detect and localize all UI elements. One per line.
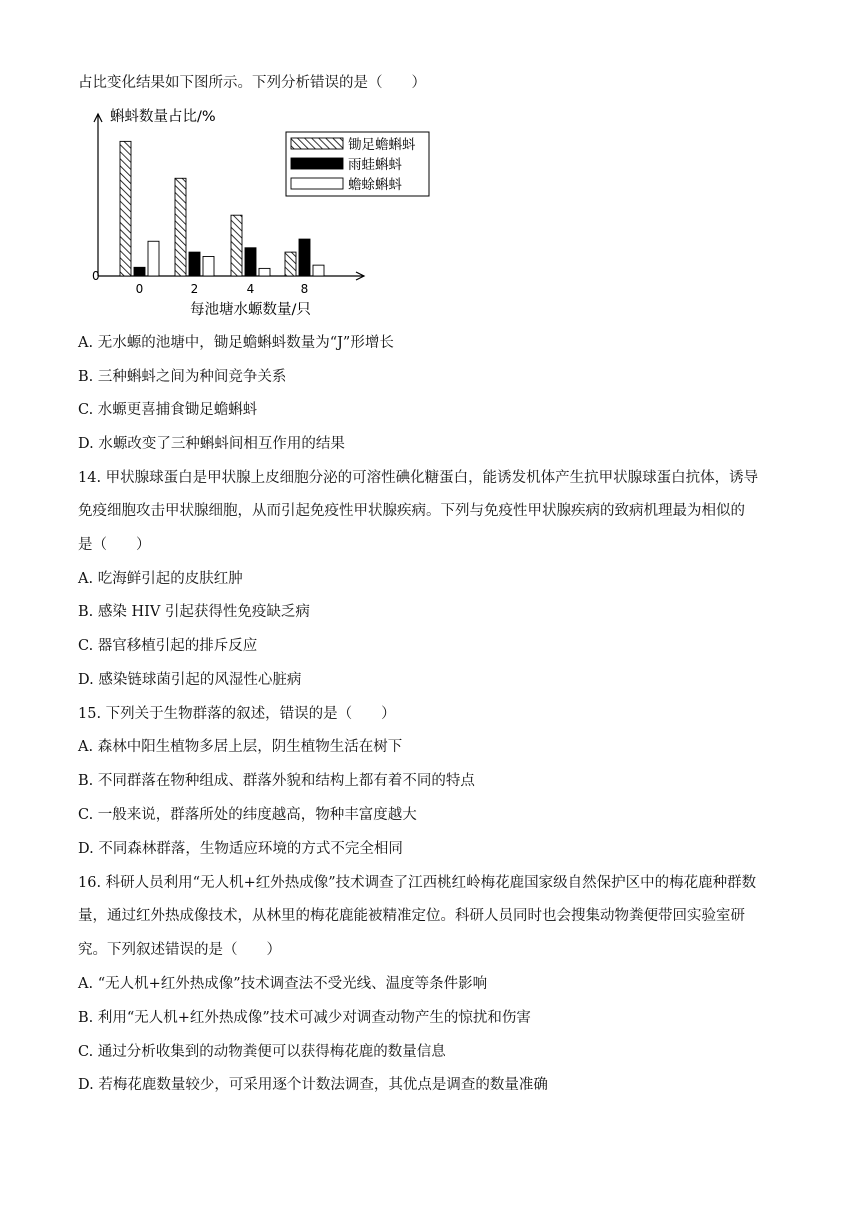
bar-1-cat-8 [285, 252, 296, 276]
legend-label-1: 锄足蟾蝌蚪 [348, 137, 416, 153]
q16-option-c: C. 通过分析收集到的动物粪便可以获得梅花鹿的数量信息 [78, 1044, 446, 1060]
legend-swatch-1 [291, 138, 343, 149]
bar-3-cat-4 [259, 268, 270, 276]
bar-3-cat-8 [313, 265, 324, 276]
legend-swatch-2 [291, 158, 343, 169]
bar-2-cat-0 [134, 267, 145, 276]
bar-2-cat-8 [299, 239, 310, 276]
y-axis-label: 蝌蚪数量占比/% [110, 109, 216, 125]
q13-option-c: C. 水螈更喜捕食锄足蟾蝌蚪 [78, 402, 258, 418]
q14-stem-line-3: 是（ ） [78, 537, 151, 553]
x-tick-label: 4 [246, 282, 255, 296]
q16-stem-line-3: 究。下列叙述错误的是（ ） [78, 942, 281, 958]
q14-stem-line-1: 14. 甲状腺球蛋白是甲状腺上皮细胞分泌的可溶性碘化糖蛋白，能诱发机体产生抗甲状腺球蛋白抗体，诱导 [78, 470, 759, 486]
q16-stem-line-2: 量，通过红外热成像技术，从林里的梅花鹿能被精准定位。科研人员同时也会搜集动物粪便带回实验室研 [78, 908, 745, 924]
q16-option-b: B. 利用“无人机+红外热成像”技术可减少对调查动物产生的惊扰和伤害 [78, 1010, 531, 1026]
bar-2-cat-4 [245, 248, 256, 276]
q14-option-d: D. 感染链球菌引起的风湿性心脏病 [78, 672, 302, 688]
q13-option-b: B. 三种蝌蚪之间为种间竞争关系 [78, 369, 287, 385]
bar-1-cat-0 [120, 141, 131, 276]
bar-1-cat-4 [231, 215, 242, 276]
bar-1-cat-2 [175, 178, 186, 276]
q15-stem: 15. 下列关于生物群落的叙述，错误的是（ ） [78, 706, 396, 722]
x-tick-label: 8 [300, 282, 309, 296]
q14-option-a: A. 吃海鲜引起的皮肤红肿 [78, 571, 243, 587]
q16-option-a: A. “无人机+红外热成像”技术调查法不受光线、温度等条件影响 [78, 976, 488, 992]
bar-3-cat-2 [203, 256, 214, 276]
q16-option-d: D. 若梅花鹿数量较少，可采用逐个计数法调查，其优点是调查的数量准确 [78, 1077, 548, 1093]
q14-stem-line-2: 免疫细胞攻击甲状腺细胞，从而引起免疫性甲状腺疾病。下列与免疫性甲状腺疾病的致病机理最为相似的 [78, 503, 745, 519]
q16-stem-line-1: 16. 科研人员利用“无人机+红外热成像”技术调查了江西桃红岭梅花鹿国家级自然保护区中的梅花鹿种群数 [78, 875, 757, 891]
q13-option-d: D. 水螈改变了三种蝌蚪间相互作用的结果 [78, 436, 345, 452]
q14-option-b: B. 感染 HIV 引起获得性免疫缺乏病 [78, 604, 310, 620]
legend-label-2: 雨蛙蝌蚪 [348, 157, 402, 173]
legend-label-3: 蟾蜍蝌蚪 [348, 177, 402, 193]
x-tick-label: 0 [135, 282, 144, 296]
question-13-intro: 占比变化结果如下图所示。下列分析错误的是（ ） [78, 75, 426, 91]
q15-option-d: D. 不同森林群落，生物适应环境的方式不完全相同 [78, 841, 403, 857]
q13-option-a: A. 无水螈的池塘中，锄足蟾蝌蚪数量为“J”形增长 [78, 335, 394, 351]
y-origin-label: 0 [92, 269, 100, 283]
q15-option-b: B. 不同群落在物种组成、群落外貌和结构上都有着不同的特点 [78, 773, 475, 789]
q14-option-c: C. 器官移植引起的排斥反应 [78, 638, 258, 654]
bar-3-cat-0 [148, 241, 159, 276]
bar-2-cat-2 [189, 252, 200, 276]
legend-swatch-3 [291, 178, 343, 189]
q15-option-a: A. 森林中阳生植物多居上层，阴生植物生活在树下 [78, 739, 403, 755]
q15-option-c: C. 一般来说，群落所处的纬度越高，物种丰富度越大 [78, 807, 417, 823]
x-axis-label: 每池塘水螈数量/只 [190, 302, 311, 318]
tadpole-proportion-chart [78, 96, 438, 326]
x-tick-label: 2 [190, 282, 199, 296]
